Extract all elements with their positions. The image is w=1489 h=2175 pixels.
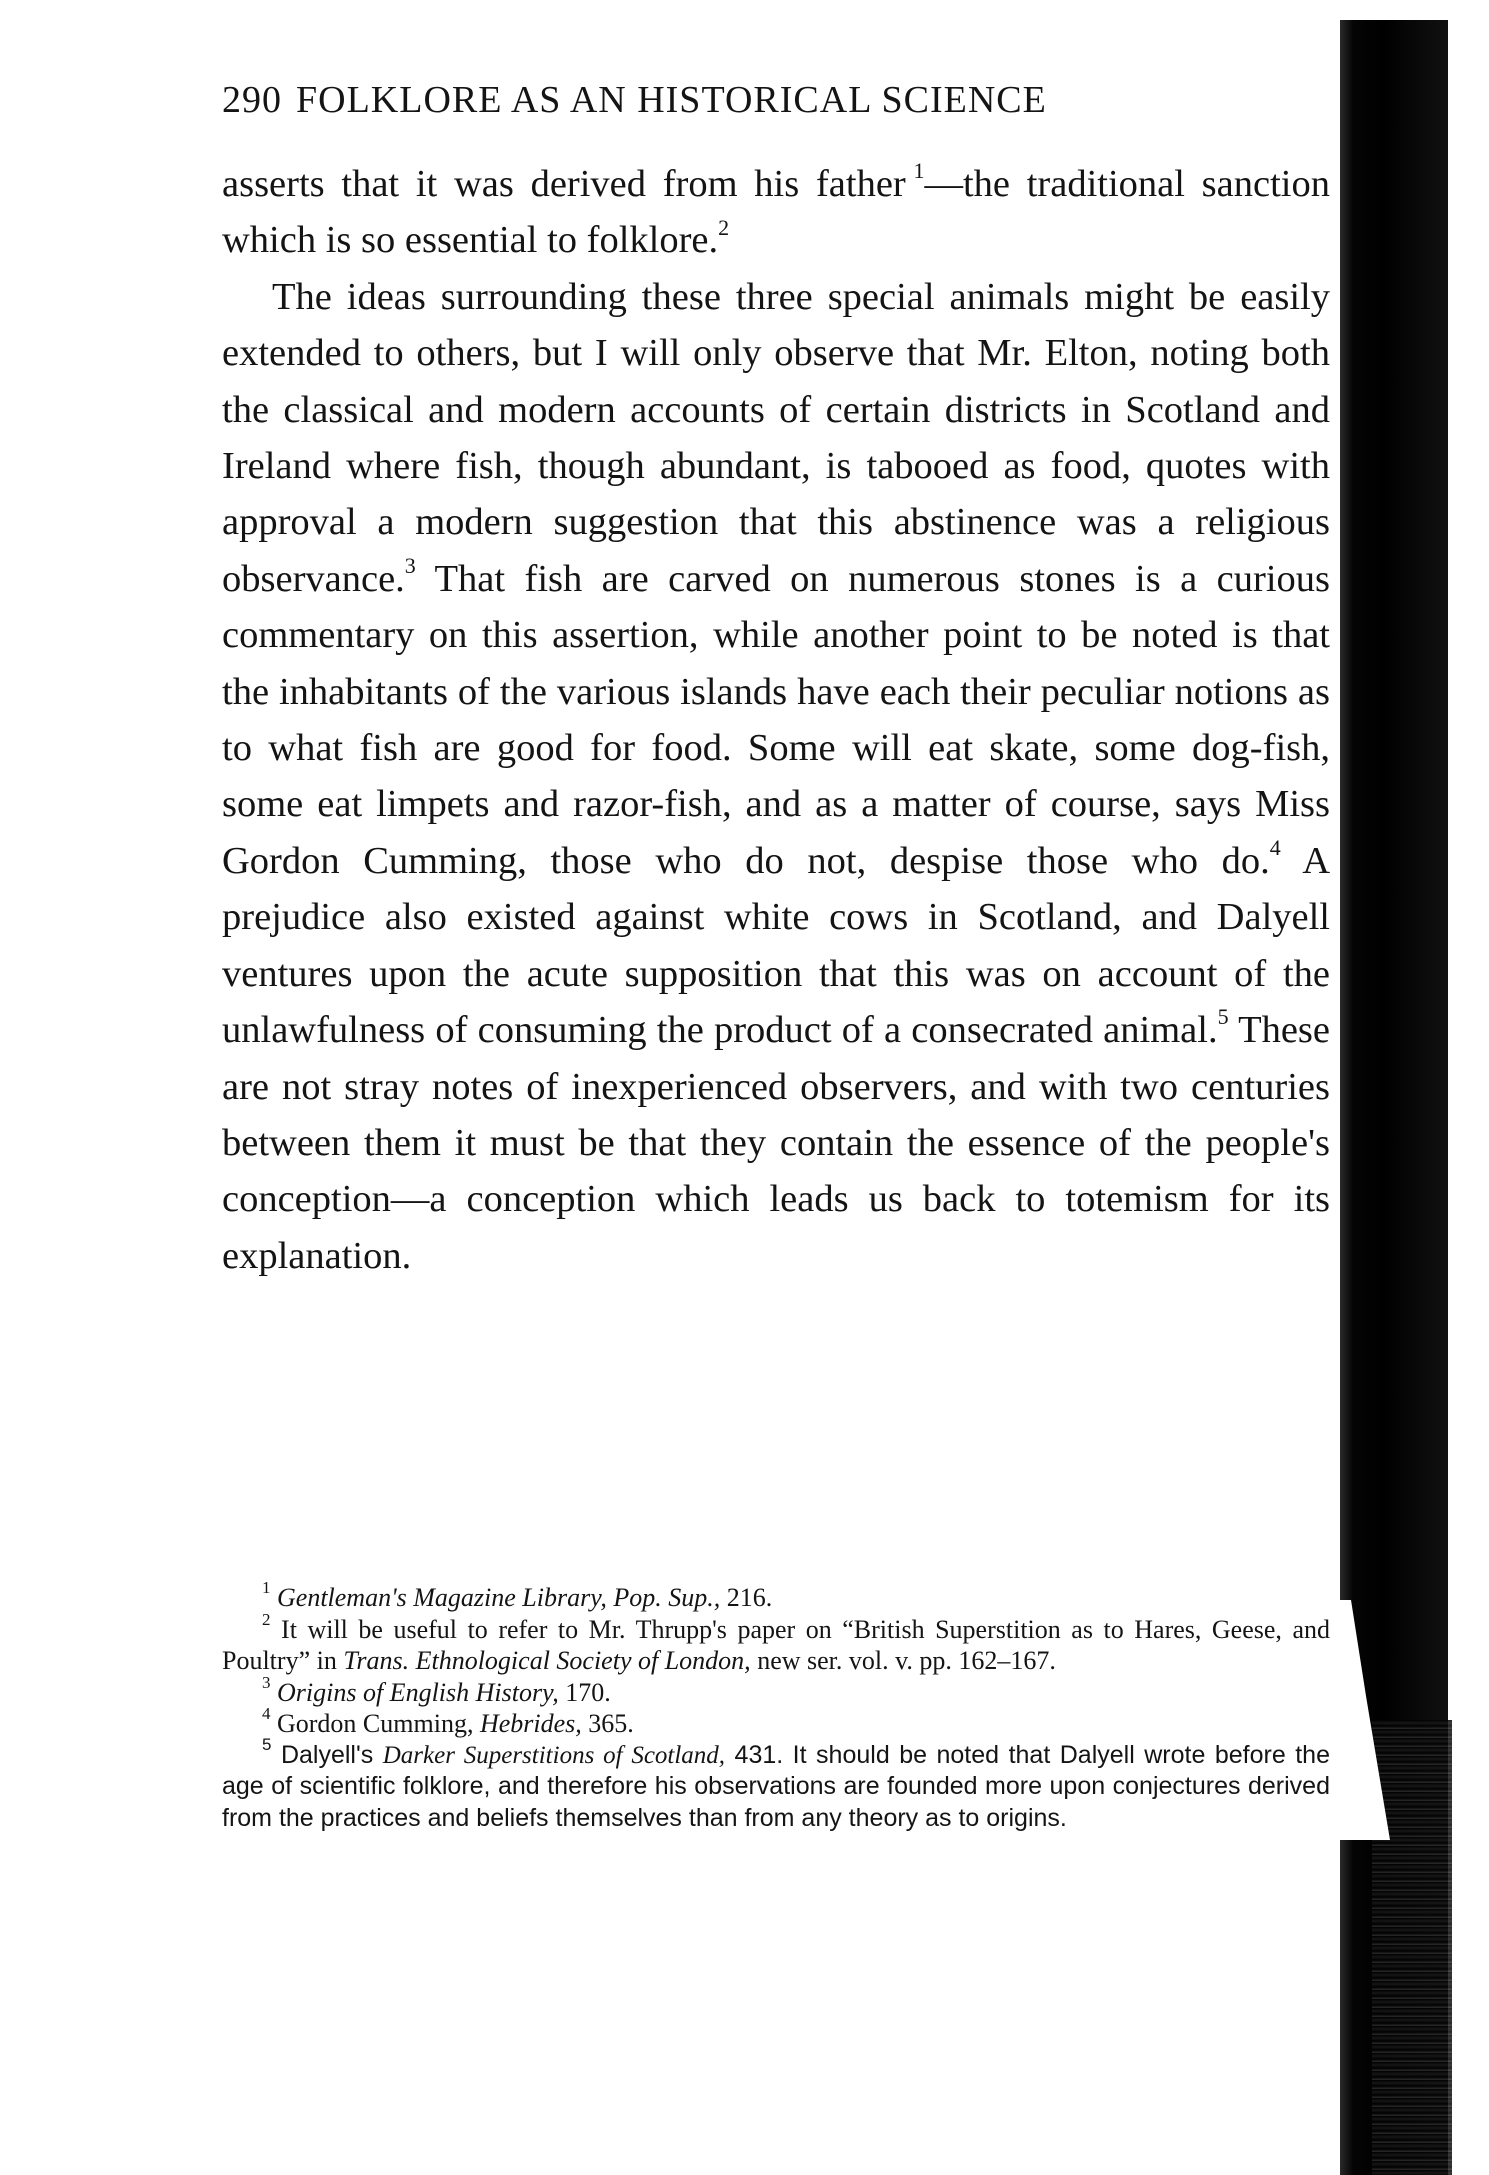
paragraph-1: asserts that it was derived from his father $^1$—the traditional sanction which is so essential to folklore.$^2$ (222, 158, 1330, 262)
footnotes (222, 1578, 1330, 1834)
footnote-ref: 3 (404, 553, 416, 579)
footnote-ref: 5 (1217, 1004, 1229, 1030)
footnote-2: $^2$ It will be useful to refer to Mr. Thrupp's paper on “British Superstition as to Hares, Geese, and Poultry” in Trans. Ethnological Society of London, new ser. vol. v. pp. 162–167. (222, 1609, 1330, 1675)
footnote-ref: 4 (1269, 835, 1281, 861)
running-header (222, 78, 1332, 130)
running-title: FOLKLORE AS AN HISTORICAL SCIENCE (296, 79, 1047, 121)
body-text (222, 156, 1330, 1284)
footnote-5: $^5$ Dalyell's Darker Superstitions of Scotland, 431. It should be noted that Dalyell wrote before the age of scientific folklore, and therefore his observations are founded more upon conjectures derived from the practices and beliefs themselves than from any theory as to origins. (222, 1735, 1330, 1832)
binding-shadow-lower (1372, 1720, 1452, 2175)
footnote-ref: 1 (913, 158, 925, 184)
footnote-1: $^1$ Gentleman's Magazine Library, Pop. Sup., 216. (262, 1578, 773, 1612)
paragraph-2: The ideas surrounding these three special animals might be easily extended to others, but I will only observe that Mr. Elton, noting both the classical and modern accounts of certain districts in Scotland and Ireland where fish, though abundant, is tabooed as food, quotes with approval a modern suggestion that this abstinence was a religious observance.$^3$ That fish are carved on numerous stones is a curious commentary on this assertion, while another point to be noted is that the inhabitants of the various islands have each their peculiar notions as to what fish are good for food. Some will eat skate, some dog-fish, some eat limpets and razor-fish, and as a matter of course, says Miss Gordon Cumming, those who do not, despise those who do.$^4$ A prejudice also existed against white cows in Scotland, and Dalyell ventures upon the acute supposition that this was on account of the unlawfulness of consuming the product of a consecrated animal.$^5$ These are not stray notes of inexperienced observers, and with two centuries between them it must be that they contain the essence of the people's conception—a conception which leads us back to totemism for its explanation. (222, 275, 1330, 1277)
footnote-3: $^3$ Origins of English History, 170. (262, 1672, 611, 1707)
footnote-ref: 2 (718, 214, 730, 240)
page-number: 290 (222, 79, 282, 121)
footnote-4: $^4$ Gordon Cumming, Hebrides, 365. (262, 1704, 634, 1738)
